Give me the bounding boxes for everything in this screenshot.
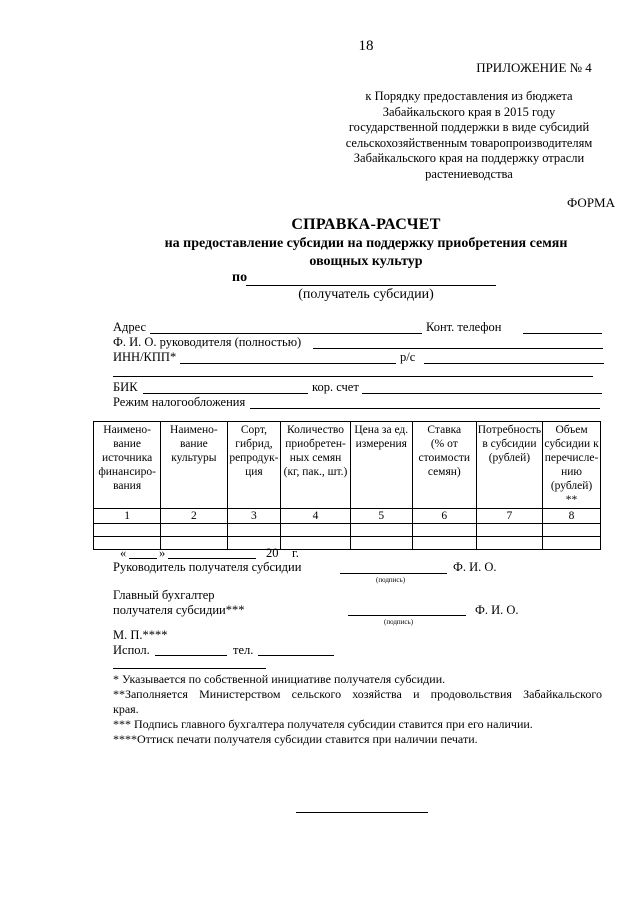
- calculation-table: [93, 421, 601, 550]
- table-cell[interactable]: [476, 524, 542, 537]
- document-title: СПРАВКА-РАСЧЕТ: [291, 216, 441, 233]
- account-label: р/с: [400, 350, 416, 364]
- executor-label: Испол.: [113, 643, 150, 657]
- footnote-4: ****Оттиск печати получателя субсидии ставится при наличии печати.: [113, 732, 478, 746]
- tel-input-line[interactable]: [258, 655, 334, 656]
- column-header-financing-source: Наимено- вание источника финансиро- вания: [94, 422, 161, 509]
- accountant-label-line-1: Главный бухгалтер: [113, 588, 215, 602]
- inn-kpp-label: ИНН/КПП*: [113, 350, 177, 364]
- appendix-line: к Порядку предоставления из бюджета: [365, 89, 573, 103]
- accountant-label-line-2: получателя субсидии***: [113, 603, 245, 617]
- date-close-quote: »: [159, 546, 166, 560]
- address-label: Адрес: [113, 320, 147, 334]
- column-number: 3: [227, 509, 281, 524]
- appendix-line: государственной поддержки в виде субсидий: [348, 120, 590, 134]
- column-header-seed-quantity: Количество приобретен- ных семян (кг, пак., шт.): [281, 422, 350, 509]
- footnote-2: **Заполняется Министерством сельского хозяйства и продовольствия Забайкальского: [113, 687, 602, 701]
- subtitle-line-2: овощных культур: [309, 254, 423, 269]
- column-number: 1: [94, 509, 161, 524]
- tax-mode-input-line[interactable]: [250, 408, 600, 409]
- accountant-fio: Ф. И. О.: [475, 603, 519, 617]
- appendix-line: растениеводства: [425, 166, 513, 181]
- appendix-line: Забайкальского края на поддержку отрасли: [353, 151, 585, 165]
- head-signature-caption: (подпись): [376, 576, 406, 584]
- date-month-input-line[interactable]: [168, 558, 256, 559]
- recipient-input-line[interactable]: [246, 285, 496, 286]
- head-signature-label: Руководитель получателя субсидии: [113, 560, 302, 574]
- column-header-crop-name: Наимено- вание культуры: [161, 422, 227, 509]
- form-label: ФОРМА: [567, 195, 615, 210]
- head-name-label: Ф. И. О. руководителя (полностью): [113, 335, 302, 349]
- table-row[interactable]: [94, 537, 601, 550]
- stamp-label: М. П.****: [113, 628, 168, 642]
- table-cell[interactable]: [412, 524, 476, 537]
- table-cell[interactable]: [161, 524, 227, 537]
- column-number: 7: [476, 509, 542, 524]
- document-subtitle: [0, 235, 640, 271]
- column-number: 2: [161, 509, 227, 524]
- footnote-2-cont: края.: [113, 702, 139, 716]
- column-header-variety: Сорт, гибрид, репродук- ция: [227, 422, 281, 509]
- recipient-prefix: по: [232, 270, 248, 285]
- appendix-line: Забайкальского края в 2015 году: [382, 104, 556, 119]
- accountant-signature-line[interactable]: [348, 615, 466, 616]
- bik-label: БИК: [113, 380, 138, 394]
- date-day-input-line[interactable]: [129, 558, 157, 559]
- phone-input-line[interactable]: [523, 333, 602, 334]
- recipient-caption: (получатель субсидии): [298, 287, 434, 302]
- extra-input-line[interactable]: [113, 376, 593, 377]
- table-cell[interactable]: [350, 524, 412, 537]
- column-number: 8: [543, 509, 601, 524]
- column-header-subsidy-need: Потребность в субсидии (рублей): [476, 422, 542, 509]
- footnote-1: * Указывается по собственной инициативе получателя субсидии.: [113, 672, 446, 686]
- column-header-transfer-amount: Объем субсидии к перечисле- нию (рублей) **: [543, 422, 601, 509]
- table-cell[interactable]: [227, 524, 281, 537]
- footnote-separator: [113, 668, 266, 669]
- account-input-line[interactable]: [424, 363, 604, 364]
- phone-label: Конт. телефон: [426, 320, 502, 334]
- column-number: 5: [350, 509, 412, 524]
- date-year: 20: [266, 546, 279, 560]
- address-input-line[interactable]: [150, 333, 422, 334]
- table-number-row: [94, 509, 601, 524]
- head-fio: Ф. И. О.: [453, 560, 497, 574]
- corr-account-input-line[interactable]: [362, 393, 602, 394]
- appendix-description: [344, 89, 594, 182]
- table-cell[interactable]: [476, 537, 542, 550]
- table-cell[interactable]: [281, 524, 350, 537]
- column-header-unit-price: Цена за ед. измерения: [350, 422, 412, 509]
- table-row[interactable]: [94, 524, 601, 537]
- appendix-title: ПРИЛОЖЕНИЕ № 4: [476, 60, 592, 75]
- bik-input-line[interactable]: [143, 393, 308, 394]
- table-cell[interactable]: [94, 537, 161, 550]
- table-cell[interactable]: [94, 524, 161, 537]
- subtitle-line-1: на предоставление субсидии на поддержку приобретения семян: [164, 236, 568, 251]
- table-cell[interactable]: [543, 524, 601, 537]
- bottom-rule: [296, 812, 428, 813]
- date-open-quote: «: [120, 546, 127, 560]
- column-number: 4: [281, 509, 350, 524]
- table-cell[interactable]: [161, 537, 227, 550]
- column-number: 6: [412, 509, 476, 524]
- table-header-row: [94, 422, 601, 509]
- table-cell[interactable]: [543, 537, 601, 550]
- footnote-3: *** Подпись главного бухгалтера получателя субсидии ставится при его наличии.: [113, 717, 533, 731]
- corr-account-label: кор. счет: [312, 380, 359, 394]
- tax-mode-label: Режим налогообложения: [113, 395, 246, 409]
- accountant-signature-caption: (подпись): [384, 618, 414, 626]
- column-header-rate: Ставка (% от стоимости семян): [412, 422, 476, 509]
- appendix-line: сельскохозяйственным товаропроизводителям: [345, 135, 593, 150]
- head-signature-line[interactable]: [340, 573, 447, 574]
- executor-input-line[interactable]: [155, 655, 227, 656]
- page-number: 18: [358, 38, 374, 54]
- date-year-suffix: г.: [292, 546, 299, 560]
- table-cell[interactable]: [350, 537, 412, 550]
- table-cell[interactable]: [412, 537, 476, 550]
- head-name-input-line[interactable]: [313, 348, 603, 349]
- inn-kpp-input-line[interactable]: [180, 363, 396, 364]
- tel-label: тел.: [233, 643, 254, 657]
